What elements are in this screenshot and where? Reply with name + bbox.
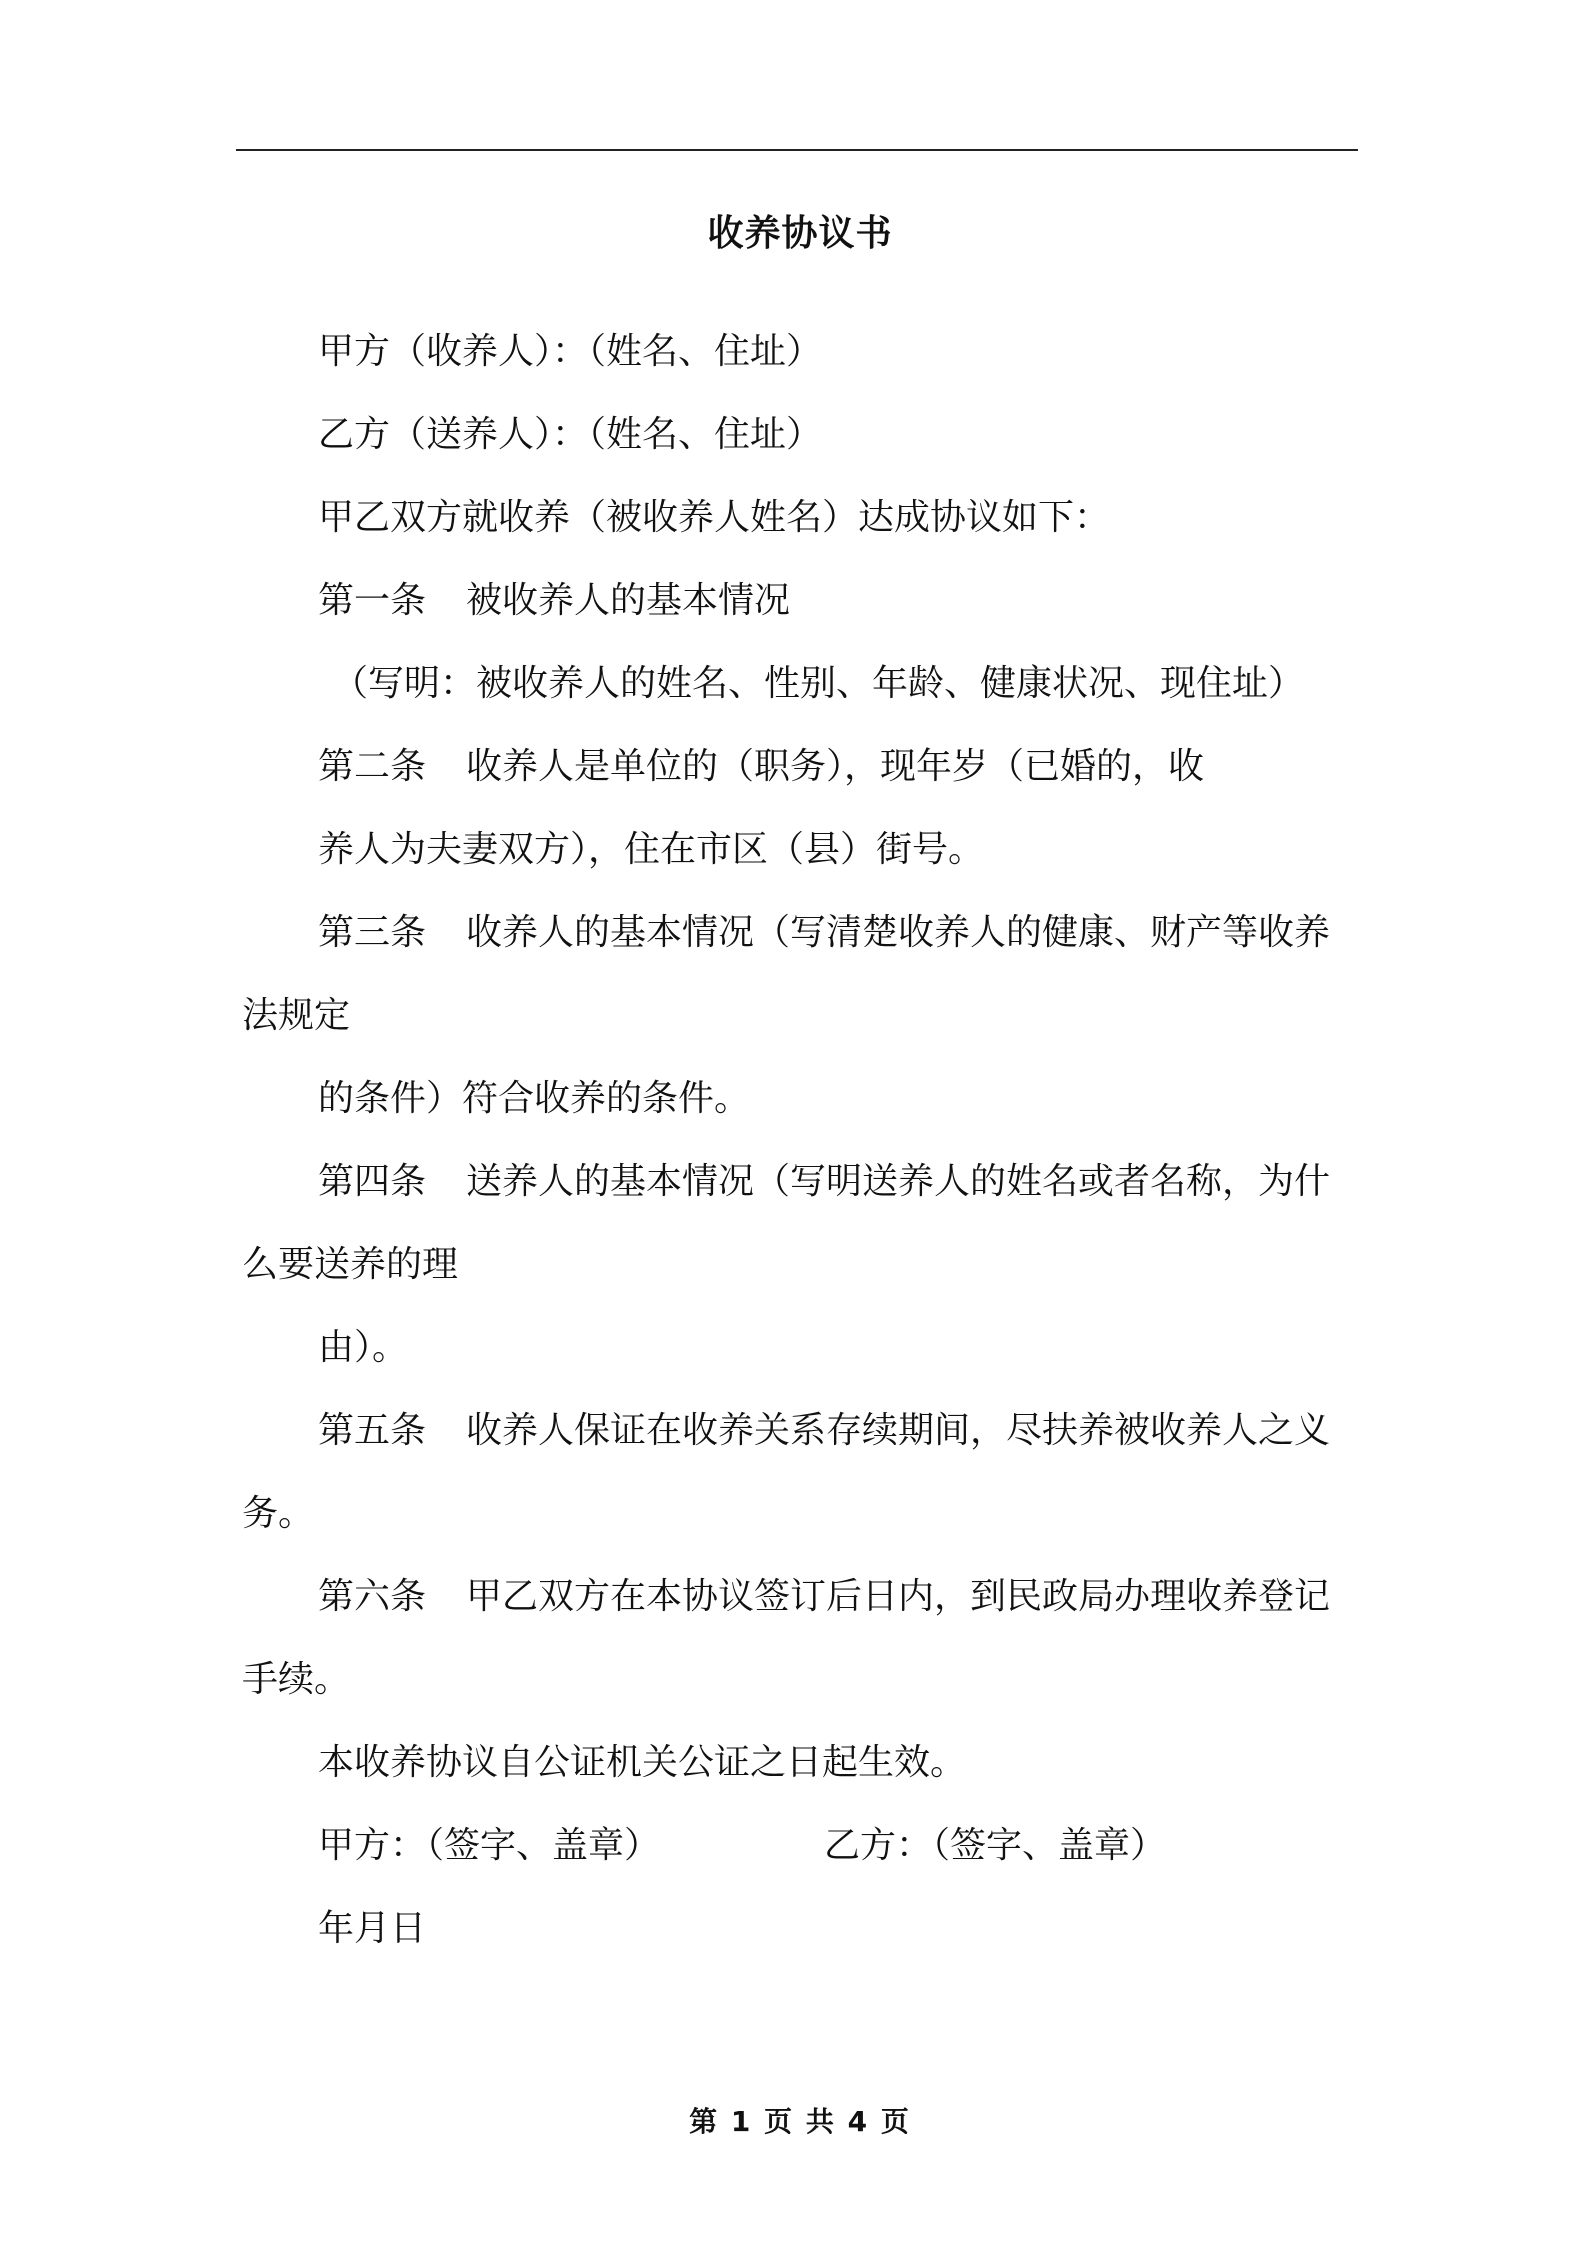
document-title: 收养协议书: [707, 213, 893, 254]
article-3-text-1: 收养人的基本情况（写清楚收养人的健康、财产等收养: [466, 912, 1331, 953]
article-3-line-2: 法规定: [242, 995, 351, 1036]
article-5-text-1: 收养人保证在收养关系存续期间，尽扶养被收养人之义: [466, 1410, 1331, 1451]
agreement-intro: 甲乙双方就收养（被收养人姓名）达成协议如下：: [318, 497, 1111, 538]
party-b-line: 乙方（送养人）：（姓名、住址）: [318, 414, 823, 455]
article-1-number: 第一条: [318, 580, 427, 621]
article-6-line-2: 手续。: [242, 1659, 351, 1700]
article-2-line-1: [318, 745, 1204, 789]
article-4-number: 第四条: [318, 1161, 427, 1202]
article-6-number: 第六条: [318, 1576, 427, 1617]
article-3-number: 第三条: [318, 912, 427, 953]
article-1-text: 被收养人的基本情况: [466, 580, 791, 621]
article-2-line-2: 养人为夫妻双方），住在市区（县）街号。: [318, 829, 985, 870]
header-rule: [236, 149, 1358, 151]
signature-party-b: 乙方：（签字、盖章）: [824, 1825, 1167, 1866]
article-3-line-1: [318, 911, 1330, 955]
article-4-line-3: 由）。: [318, 1327, 409, 1368]
article-6-text-1: 甲乙双方在本协议签订后日内，到民政局办理收养登记: [466, 1576, 1331, 1617]
party-a-line: 甲方（收养人）：（姓名、住址）: [318, 331, 823, 372]
article-3-line-3: 的条件）符合收养的条件。: [318, 1078, 751, 1119]
article-2-number: 第二条: [318, 746, 427, 787]
article-5-line-1: [318, 1409, 1330, 1453]
article-5-number: 第五条: [318, 1410, 427, 1451]
signature-party-a: 甲方：（签字、盖章）: [318, 1825, 661, 1866]
date-line: 年月日: [318, 1908, 427, 1949]
article-5-line-2: 务。: [242, 1493, 315, 1534]
article-4-line-1: [318, 1160, 1330, 1204]
effective-clause: 本收养协议自公证机关公证之日起生效。: [318, 1742, 967, 1783]
page-number: 第 1 页 共 4 页: [689, 2105, 911, 2138]
article-1-heading: [318, 579, 790, 623]
article-4-line-2: 么要送养的理: [242, 1244, 459, 1285]
article-4-text-1: 送养人的基本情况（写明送养人的姓名或者名称，为什: [466, 1161, 1331, 1202]
article-1-note: （写明：被收养人的姓名、性别、年龄、健康状况、现住址）: [332, 663, 1305, 704]
article-6-line-1: [318, 1575, 1330, 1619]
article-2-text-1: 收养人是单位的（职务），现年岁（已婚的，收: [466, 746, 1205, 787]
